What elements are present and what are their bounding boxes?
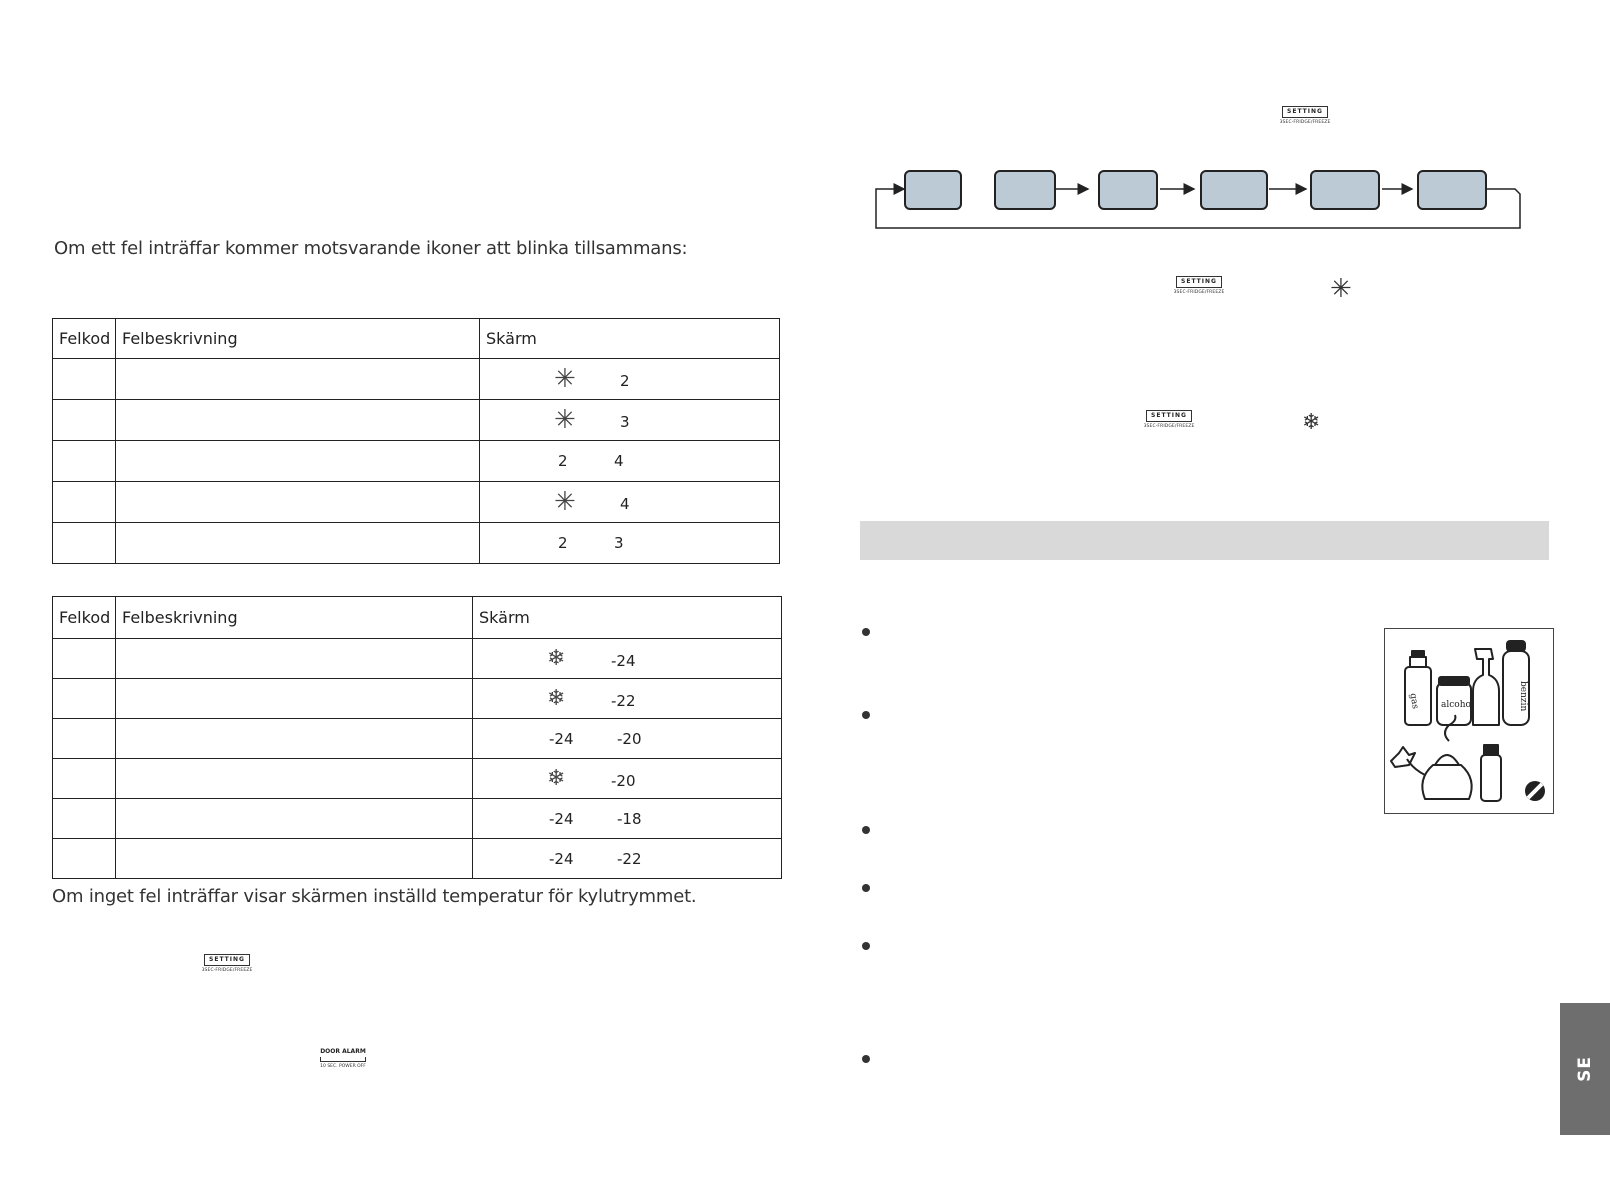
flow-step-3 — [1098, 170, 1158, 210]
door-alarm-button-icon — [312, 1048, 374, 1072]
header-felkod: Felkod — [53, 597, 116, 639]
table-row — [53, 839, 782, 879]
table-row — [53, 639, 782, 679]
language-tab-se — [1560, 1003, 1610, 1135]
fridge-snowflake-icon: ✳ — [554, 364, 576, 394]
table-header-row — [53, 319, 780, 359]
bullet-point — [862, 826, 870, 834]
display-value: -24 — [611, 651, 636, 670]
door-alarm-label: DOOR ALARM — [320, 1048, 366, 1055]
table-row — [53, 482, 780, 523]
bullet-point — [862, 884, 870, 892]
bullet-point — [862, 711, 870, 719]
fridge-snowflake-icon: ✳ — [554, 405, 576, 435]
table-row — [53, 759, 782, 799]
table-row — [53, 679, 782, 719]
header-felbeskrivning: Felbeskrivning — [116, 319, 480, 359]
flow-step-6 — [1417, 170, 1487, 210]
outro-text: Om inget fel inträffar visar skärmen inställd temperatur för kylutrymmet. — [52, 886, 697, 907]
header-skarm: Skärm — [480, 319, 780, 359]
alcohol-label: alcohol — [1441, 700, 1474, 710]
setting-sub: 3SEC-FRIDGE/FREEZE — [1143, 424, 1195, 429]
display-value: -20 — [611, 771, 636, 790]
header-skarm: Skärm — [473, 597, 782, 639]
language-tab-label: SE — [1575, 1056, 1595, 1082]
display-value: 4 — [620, 495, 630, 514]
section-header-band — [860, 521, 1549, 560]
flow-step-1 — [904, 170, 962, 210]
setting-button-icon — [1168, 276, 1230, 300]
header-felbeskrivning: Felbeskrivning — [116, 597, 473, 639]
fridge-snowflake-icon: ✳ — [1330, 274, 1352, 304]
setting-sub: 3SEC-FRIDGE/FREEZE — [1173, 290, 1225, 295]
display-value-left: -24 — [549, 849, 574, 868]
display-value: -22 — [611, 691, 636, 710]
display-value: 3 — [620, 413, 630, 432]
display-value: 2 — [620, 372, 630, 391]
table-row — [53, 719, 782, 759]
setting-button-icon — [196, 954, 258, 978]
table-header-row — [53, 597, 782, 639]
setting-sub: 3SEC-FRIDGE/FREEZE — [201, 968, 253, 973]
display-value-left: 2 — [558, 534, 568, 552]
display-value-right: -22 — [617, 849, 642, 868]
setting-button-icon — [1138, 410, 1200, 434]
table-row — [53, 359, 780, 400]
freezer-snowflake-icon: ❄ — [547, 765, 566, 791]
display-value-right: 4 — [614, 452, 624, 470]
door-alarm-bar — [320, 1057, 366, 1062]
benzin-label: benzin — [1518, 681, 1528, 712]
setting-button-icon — [1274, 106, 1336, 130]
door-alarm-sub: 10 SEC. POWER OFF — [320, 1064, 366, 1069]
freezer-snowflake-icon: ❄ — [547, 645, 566, 671]
display-value-left: -24 — [549, 729, 574, 748]
setting-sub: 3SEC-FRIDGE/FREEZE — [1279, 120, 1331, 125]
display-value-right: 3 — [614, 534, 624, 552]
flammable-items-drawing — [1385, 629, 1553, 813]
freezer-error-table — [52, 596, 782, 879]
flow-step-4 — [1200, 170, 1268, 210]
freezer-snowflake-icon: ❄ — [547, 685, 566, 711]
setting-label: SETTING — [1146, 410, 1192, 422]
table-row — [53, 799, 782, 839]
table-row — [53, 400, 780, 441]
table-row — [53, 441, 780, 482]
bullet-point — [862, 942, 870, 950]
flow-step-2 — [994, 170, 1056, 210]
freezer-snowflake-icon: ❄ — [1302, 410, 1321, 435]
display-value-left: -24 — [549, 809, 574, 828]
display-value-right: -18 — [617, 809, 642, 828]
display-value-right: -20 — [617, 729, 642, 748]
bullet-point — [862, 628, 870, 636]
fridge-error-table — [52, 318, 780, 564]
intro-text: Om ett fel inträffar kommer motsvarande ikoner att blinka tillsammans: — [54, 238, 688, 259]
gas-label: gas — [1407, 692, 1420, 710]
setting-label: SETTING — [1282, 106, 1328, 118]
header-felkod: Felkod — [53, 319, 116, 359]
bullet-point — [862, 1055, 870, 1063]
flammable-items-illustration — [1384, 628, 1554, 814]
display-value-left: 2 — [558, 452, 568, 470]
setting-label: SETTING — [1176, 276, 1222, 288]
fridge-snowflake-icon: ✳ — [554, 487, 576, 517]
flow-step-5 — [1310, 170, 1380, 210]
table-row — [53, 523, 780, 564]
setting-label: SETTING — [204, 954, 250, 966]
